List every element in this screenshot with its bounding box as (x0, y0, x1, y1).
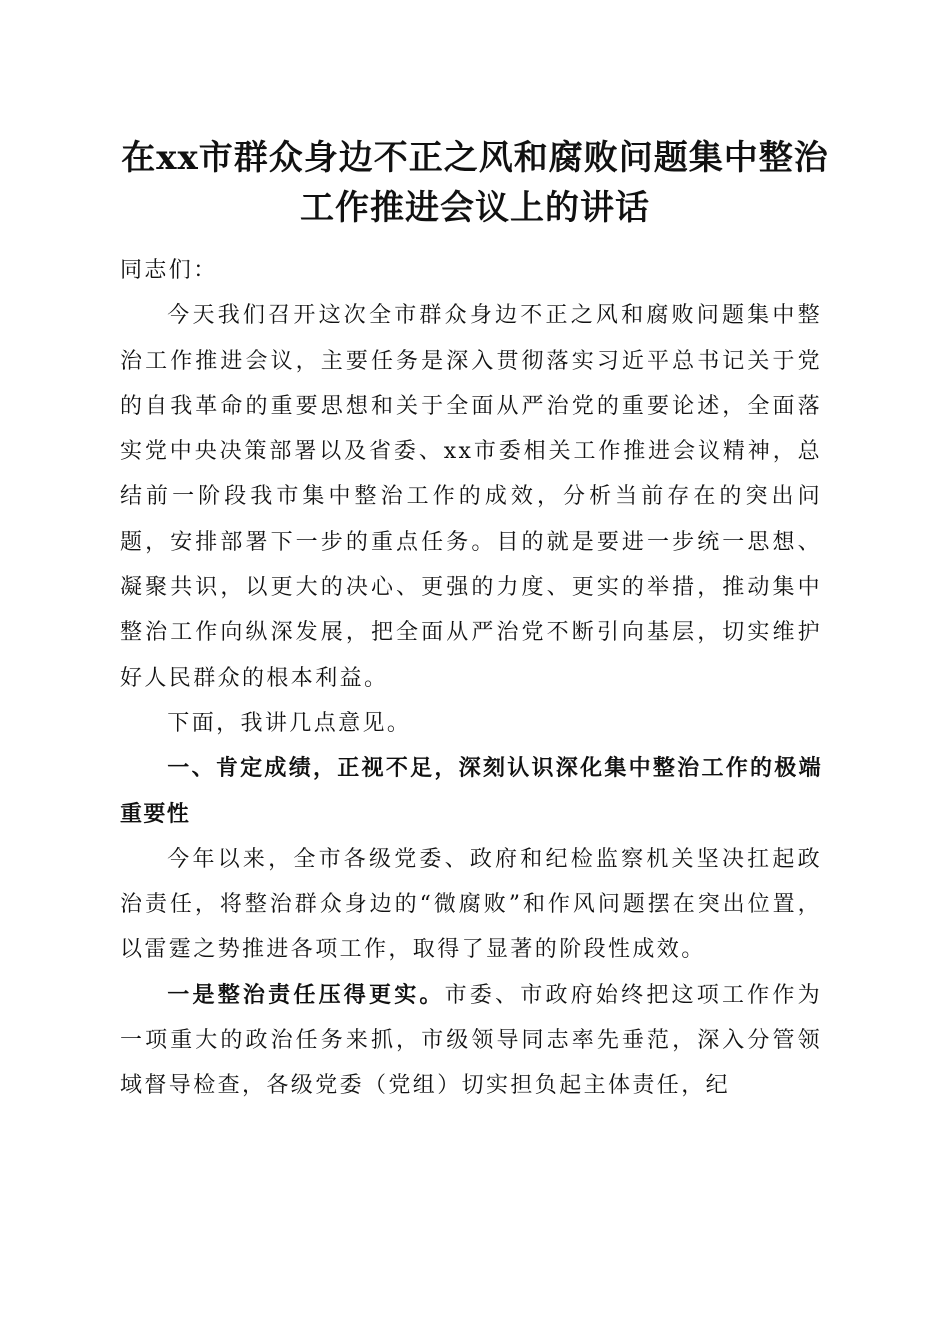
paragraph-transition: 下面，我讲几点意见。 (167, 710, 412, 736)
salutation: 同志们： (120, 258, 218, 283)
document-title: 在xx市群众身边不正之风和腐败问题集中整治工作推进会议上的讲话 (121, 138, 829, 228)
paragraph-point-1 (120, 973, 822, 1109)
document-body (120, 248, 822, 1109)
section-heading-1: 一、肯定成绩，正视不足，深刻认识深化集中整治工作的极端重要性 (120, 756, 822, 827)
paragraph-intro: 今天我们召开这次全市群众身边不正之风和腐败问题集中整治工作推进会议，主要任务是深入贯彻落实习近平总书记关于党的自我革命的重要思想和关于全面从严治党的重要论述，全面落实党中央决策部署以及省委、xx市委相关工作推进会议精神，总结前一阶段我市集中整治工作的成效，分析当前存在的突出问题，安排部署下一步的重点任务。目的就是要进一步统一思想、凝聚共识，以更大的决心、更强的力度、更实的举措，推动集中整治工作向纵深发展，把全面从严治党不断引向基层，切实维护好人民群众的根本利益。 (120, 303, 822, 691)
point-1-text: 市委、市政府始终把这项工作作为一项重大的政治任务来抓，市级领导同志率先垂范，深入分管领域督导检查，各级党委（党组）切实担负起主体责任，纪 (120, 982, 822, 1099)
paragraph-achievements: 今年以来，全市各级党委、政府和纪检监察机关坚决扛起政治责任，将整治群众身边的“微腐败”和作风问题摆在突出位置，以雷霆之势推进各项工作，取得了显著的阶段性成效。 (120, 846, 822, 963)
point-1-lead: 一是整治责任压得更实。 (167, 981, 445, 1008)
